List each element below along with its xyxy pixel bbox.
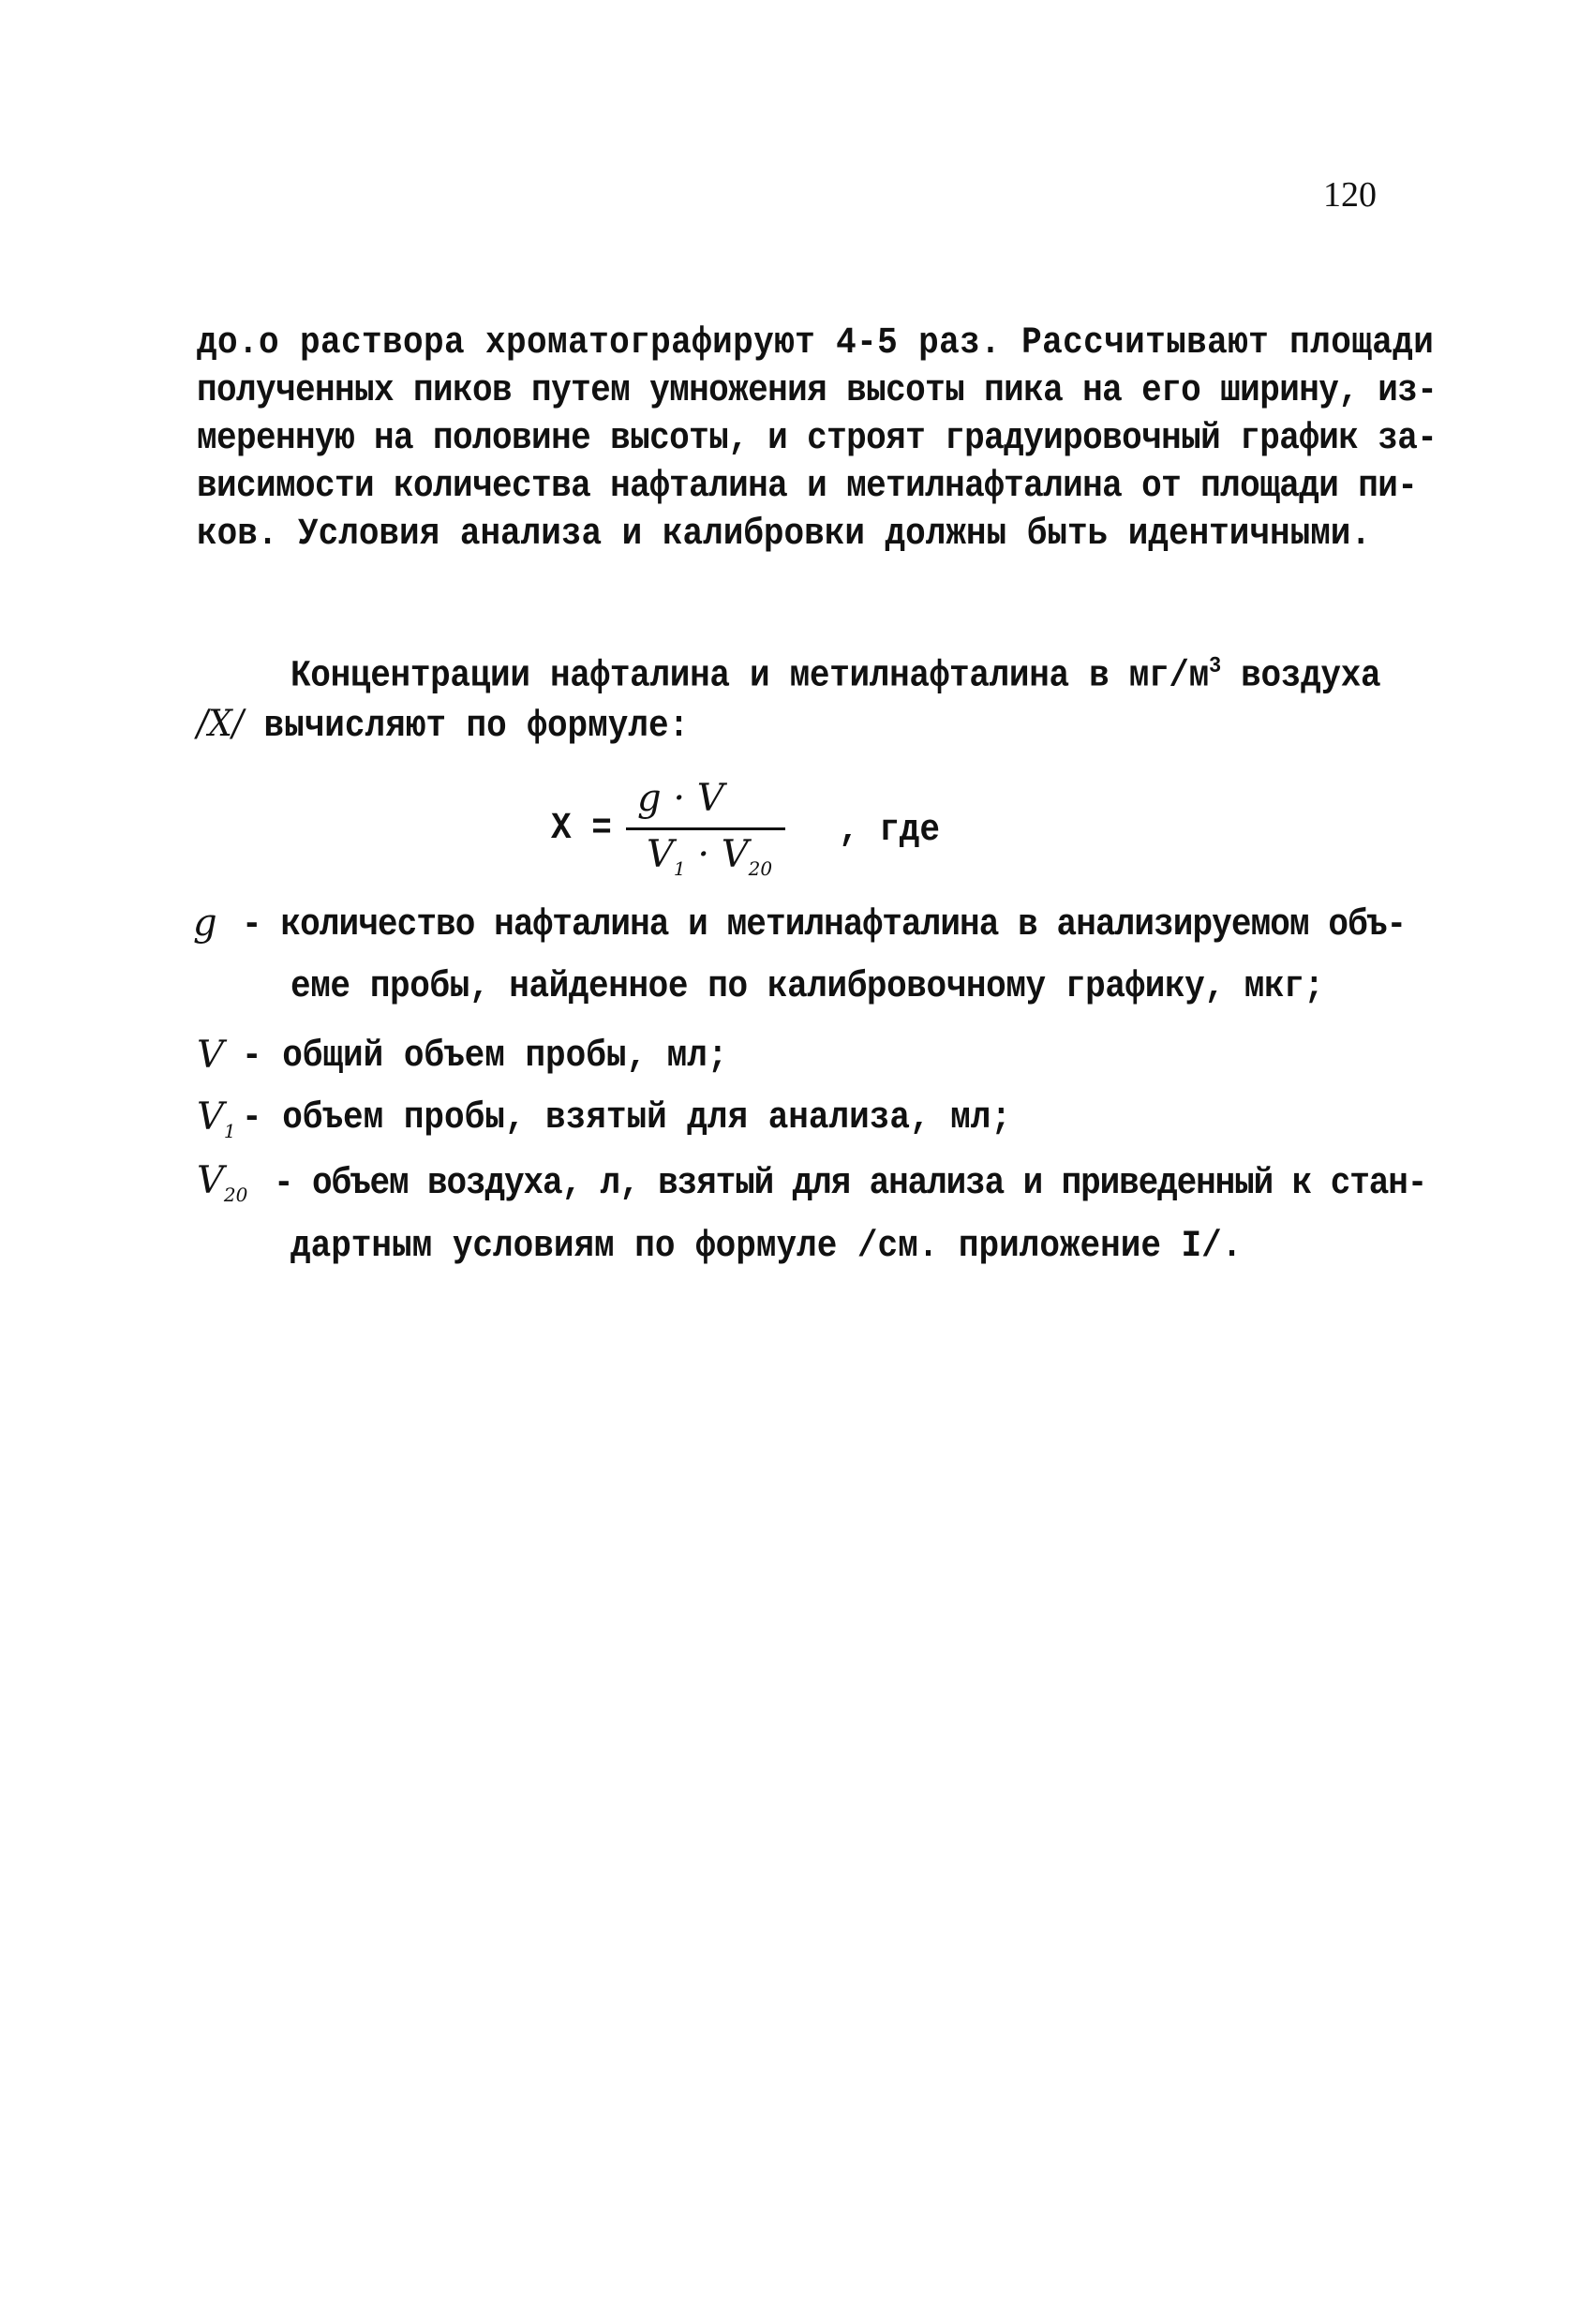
v: V xyxy=(197,1159,224,1202)
equals-sign: = xyxy=(591,806,612,849)
v: V xyxy=(197,1095,224,1139)
symbol-x: /X/ xyxy=(197,702,244,745)
sub: 1 xyxy=(223,1120,236,1142)
fraction-bar xyxy=(626,827,785,830)
dot: · xyxy=(685,833,722,876)
formula-numerator: g · V xyxy=(637,777,724,820)
superscript: 3 xyxy=(1208,653,1221,679)
def-symbol xyxy=(197,1095,236,1150)
def-symbol xyxy=(197,1159,248,1214)
paragraph-line xyxy=(197,704,689,747)
def-symbol: V xyxy=(197,1034,224,1077)
formula-suffix: , где xyxy=(839,808,941,851)
definition-text: - общий объем пробы, мл; xyxy=(242,1034,728,1077)
paragraph-line: меренную на половине высоты, и строят градуировочный график за- xyxy=(197,416,1438,459)
definition-text: дартным условиям по формуле /см. приложение I/. xyxy=(290,1224,1243,1267)
sub: 1 xyxy=(673,857,686,880)
definition-text: - объем пробы, взятый для анализа, мл; xyxy=(242,1095,1011,1139)
paragraph-line: ков. Условия анализа и калибровки должны быть идентичными. xyxy=(197,512,1372,555)
v1: V xyxy=(647,833,674,876)
definition-text: еме пробы, найденное по калибровочному графику, мкг; xyxy=(290,964,1324,1007)
sub: 20 xyxy=(223,1184,248,1206)
definition-text: - объем воздуха, л, взятый для анализа и приведенный к стан- xyxy=(274,1161,1427,1204)
v20: V xyxy=(721,833,749,876)
formula-denominator xyxy=(647,833,773,887)
paragraph-line: висимости количества нафталина и метилнафталина от площади пи- xyxy=(197,464,1418,507)
text: вычисляют по формуле: xyxy=(243,705,690,748)
text: воздуха xyxy=(1220,654,1381,697)
def-symbol: g xyxy=(193,901,217,945)
paragraph-line xyxy=(290,647,1380,697)
page-number: 120 xyxy=(1323,175,1377,215)
text: Концентрации нафталина и метилнафталина в мг/м xyxy=(290,654,1209,697)
paragraph-line: полученных пиков путем умножения высоты пика на его ширину, из- xyxy=(197,368,1438,411)
paragraph-line: до.о раствора хроматографируют 4-5 раз. Рассчитывают площади xyxy=(197,320,1435,364)
formula-lhs xyxy=(551,808,612,849)
x-symbol: X xyxy=(551,806,572,849)
sub: 20 xyxy=(748,857,773,880)
definition-text: - количество нафталина и метилнафталина в анализируемом объ- xyxy=(242,902,1407,946)
